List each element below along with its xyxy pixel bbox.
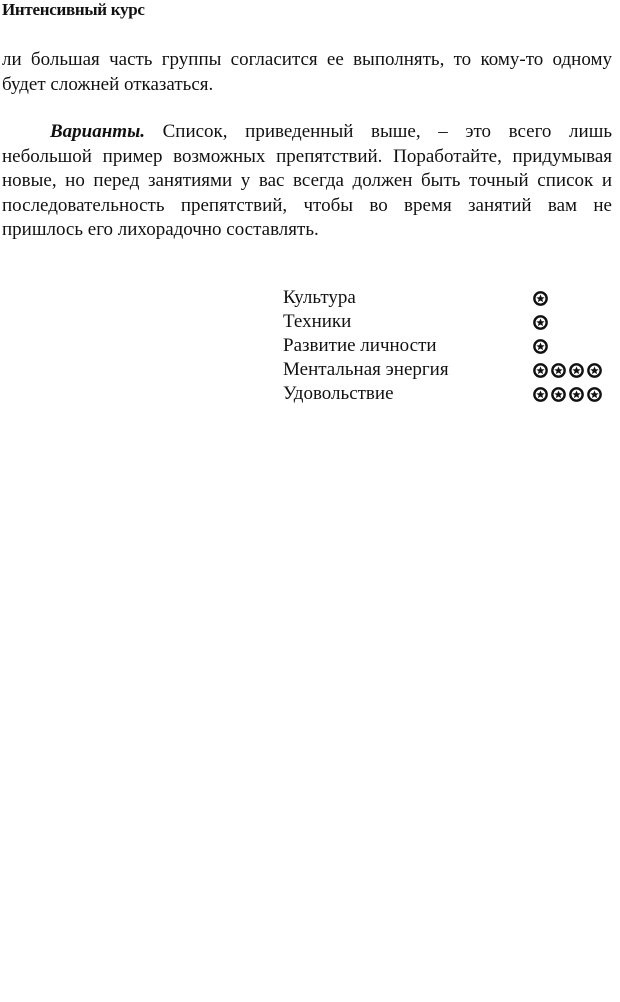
rating-label: Ментальная энергия [283, 359, 449, 380]
circle-star-icon [533, 363, 548, 378]
paragraph-body: Список, приведенный выше, – это всего лишь небольшой пример возможных препятствий. Поработайте, придумывая новые, но перед занятиями у вас всегда должен быть точный список и последовательность препятствий, чтобы во время занятий вам не пришлось его лихорадочно составлять. [2, 121, 612, 240]
circle-star-icon [551, 387, 566, 402]
circle-star-icon [533, 291, 548, 306]
rating-label: Удовольствие [283, 383, 394, 404]
rating-value [533, 291, 548, 306]
circle-star-icon [533, 339, 548, 354]
rating-row [283, 358, 613, 382]
rating-row [283, 382, 613, 406]
running-header: Интенсивный курс [2, 0, 145, 19]
rating-value [533, 339, 548, 354]
circle-star-icon [587, 363, 602, 378]
rating-label: Развитие личности [283, 335, 437, 356]
rating-value [533, 315, 548, 330]
paragraph-continuation: ли большая часть группы согласится ее выполнять, то кому-то одному будет сложней отказаться. [2, 49, 612, 95]
rating-value [533, 363, 602, 378]
rating-value [533, 387, 602, 402]
rating-row [283, 310, 613, 334]
rating-row [283, 286, 613, 310]
rating-label: Культура [283, 287, 356, 308]
rating-label: Техники [283, 311, 352, 332]
circle-star-icon [533, 315, 548, 330]
circle-star-icon [587, 387, 602, 402]
paragraph-variants [2, 120, 612, 243]
circle-star-icon [569, 387, 584, 402]
circle-star-icon [569, 363, 584, 378]
circle-star-icon [551, 363, 566, 378]
rating-row [283, 334, 613, 358]
paragraph-lead-term: Варианты. [50, 121, 145, 142]
circle-star-icon [533, 387, 548, 402]
ratings-table [283, 286, 613, 406]
